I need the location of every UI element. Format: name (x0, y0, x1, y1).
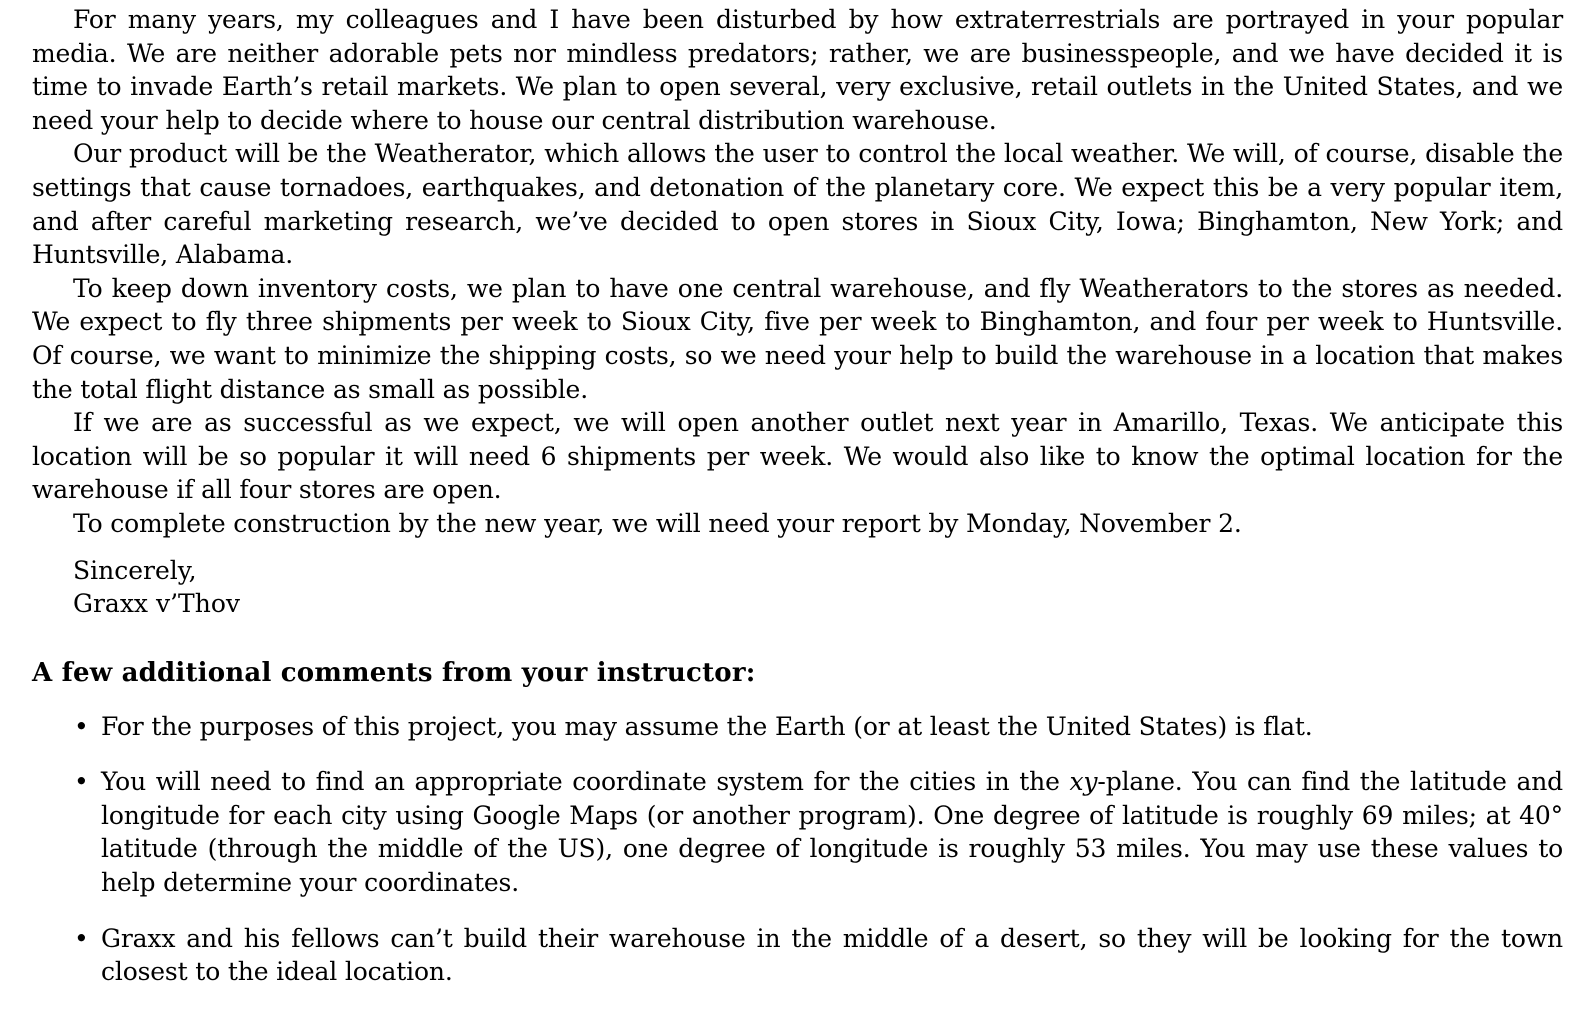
comment-item-coordinates (32, 765, 1563, 899)
bullet-icon: • (74, 767, 89, 797)
letter-paragraph-5: To complete construction by the new year, we will need your report by Monday, November 2. (73, 508, 1242, 538)
comment-text: Graxx and his fellows can’t build their warehouse in the middle of a desert, so they will be looking for the town closest to the ideal location. (101, 923, 1563, 987)
comment-text-before: You will need to find an appropriate coordinate system for the cities in the (101, 767, 1070, 797)
comment-text-after: -plane. You can find the latitude and longitude for each city using Google Maps (or another program). One degree of latitude is roughly 69 miles; at 40° latitude (through the middle of the US), one degree of longitude is roughly 53 miles. You may use these values to help determine your coordinates. (101, 767, 1564, 898)
letter-paragraph-4: If we are as successful as we expect, we will open another outlet next year in Amarillo, Texas. We anticipate this location will be so popular it will need 6 shipments per week. We would also like to know the optimal location for the warehouse if all four stores are open. (32, 408, 1563, 505)
letter-paragraph-1: For many years, my colleagues and I have been disturbed by how extraterrestrials are portrayed in your popular media. We are neither adorable pets nor mindless predators; rather, we are businesspeople, and we have decided it is time to invade Earth’s retail markets. We plan to open several, very exclusive, retail outlets in the United States, and we need your help to decide where to house our central distribution warehouse. (32, 5, 1563, 135)
math-xy: xy (1069, 767, 1098, 797)
bullet-icon: • (74, 711, 89, 741)
comment-text: For the purposes of this project, you may assume the Earth (or at least the United States) is flat. (101, 711, 1313, 741)
letter-signature: Graxx v’Thov (73, 589, 240, 619)
comment-item-desert (32, 922, 1563, 989)
letter-paragraph-2: Our product will be the Weatherator, which allows the user to control the local weather. We will, of course, disable the settings that cause tornadoes, earthquakes, and detonation of the planetary core. We expect this be a very popular item, and after careful marketing research, we’ve decided to open stores in Sioux City, Iowa; Binghamton, New York; and Huntsville, Alabama. (32, 139, 1563, 270)
comments-heading: A few additional comments from your instructor: (32, 657, 756, 688)
comment-item-flat-earth (32, 710, 1563, 744)
letter-closing: Sincerely, (73, 555, 197, 585)
document-page (32, 0, 1563, 1011)
letter-closing-block (32, 554, 1563, 621)
bullet-icon: • (74, 923, 89, 953)
letter-paragraph-3: To keep down inventory costs, we plan to have one central warehouse, and fly Weatherators to the stores as needed. We expect to fly three shipments per week to Sioux City, five per week to Binghamton, and four per week to Huntsville. Of course, we want to minimize the shipping costs, so we need your help to build the warehouse in a location that makes the total flight distance as small as possible. (32, 273, 1563, 404)
comments-list (32, 710, 1563, 989)
